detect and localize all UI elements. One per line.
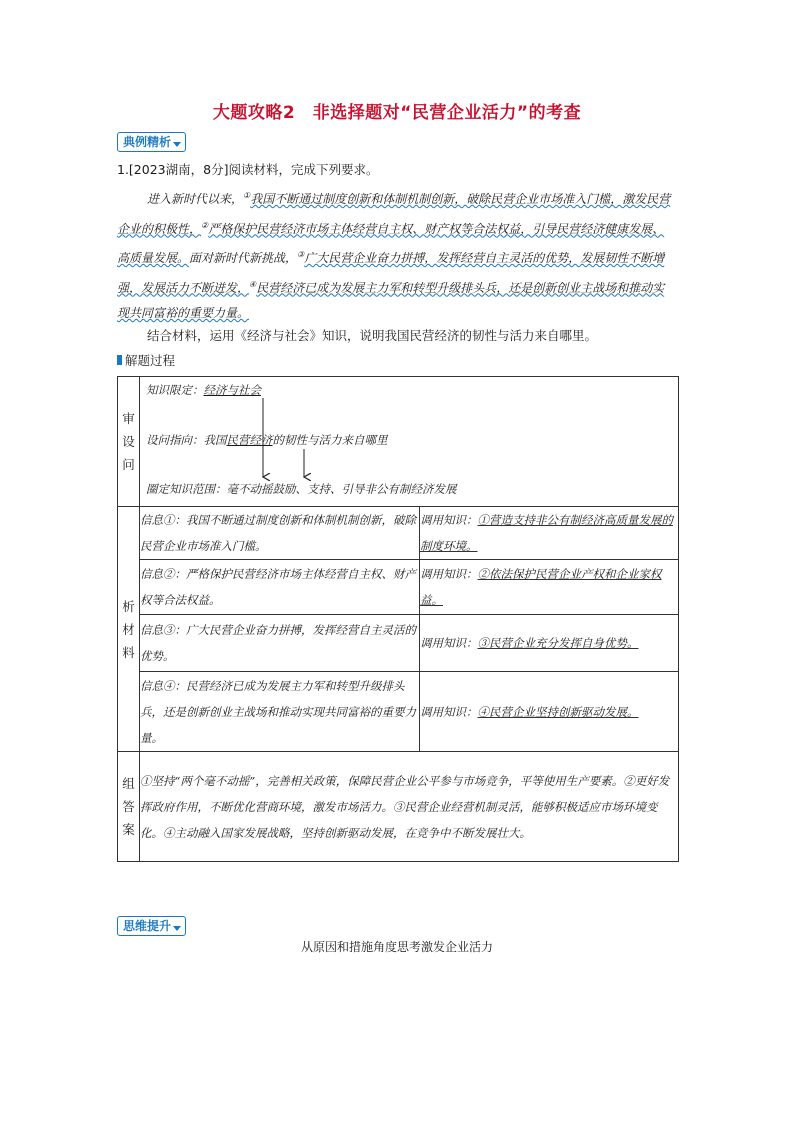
answer-cell: ①坚持“两个毫不动摇”，完善相关政策，保障民营企业公平参与市场竞争，平等使用生产要素。②更好发挥政府作用，不断优化营商环境，激发市场活力。③民营企业经营机制灵活，能够积极适应市场环境变化。④主动融入国家发展战略，坚持创新驱动发展，在竞争中不断发展壮大。 xyxy=(140,752,679,862)
label-char: 析 xyxy=(122,598,135,614)
footnote-marker: ① xyxy=(243,191,251,200)
label-char: 料 xyxy=(122,644,135,660)
shenti-label xyxy=(118,377,140,507)
shenti-cell xyxy=(140,377,679,507)
thinking-badge xyxy=(117,915,186,936)
label-char: 审 xyxy=(122,411,135,426)
table-row xyxy=(118,377,679,507)
example-badge xyxy=(117,131,186,152)
knowledge-answer: ④民营企业坚持创新驱动发展。 xyxy=(477,704,639,719)
material-segment: 严格保护民营经济市场主体经营自主权、财产权等合法权益，引导民营经济健康发展、高质量发展。 xyxy=(117,221,665,265)
knowledge-cell: 调用知识：③民营企业充分发挥自身优势。 xyxy=(420,615,679,672)
label-char: 答 xyxy=(122,799,135,814)
knowledge-scope: 圈定知识范围：毫不动摇鼓励、支持、引导非公有制经济发展 xyxy=(146,481,457,496)
material-segment: 我国不断通过制度创新和体制机制创新，破除民营企业市场准入门槛，激发民营企业的积极性， xyxy=(117,192,671,236)
info-cell: 信息②：严格保护民营经济市场主体经营自主权、财产权等合法权益。 xyxy=(140,560,420,615)
label-char: 组 xyxy=(122,776,135,791)
knowledge-answer: ②依法保护民营企业产权和企业家权益。 xyxy=(420,567,662,607)
info-cell: 信息①：我国不断通过制度创新和体制机制创新，破除民营企业市场准入门槛。 xyxy=(140,507,420,560)
footnote-marker: ③ xyxy=(297,250,305,259)
thinking-badge-label: 思维提升 xyxy=(123,919,172,933)
material-segment: 面对新时代新挑战， xyxy=(189,251,298,265)
knowledge-limit-value: 经济与社会 xyxy=(203,382,261,397)
material-segment: 进入新时代以来， xyxy=(147,192,244,206)
material-segment: 民营经济已成为发展主力军和转型升级排头兵，还是创新创业主战场和推动实现共同富裕的重要力量。 xyxy=(117,280,665,320)
table-row xyxy=(118,752,679,862)
process-heading xyxy=(117,351,175,369)
knowledge-cell: 调用知识：②依法保护民营企业产权和企业家权益。 xyxy=(420,560,679,615)
footnote-marker: ④ xyxy=(249,279,257,289)
label-char: 材 xyxy=(122,621,135,637)
question-direction-value: 民营经济 xyxy=(226,432,273,447)
zu-label xyxy=(118,752,140,862)
xi-label xyxy=(118,507,140,752)
knowledge-answer: ①营造支持非公有制经济高质量发展的制度环境。 xyxy=(420,513,673,553)
label-char: 案 xyxy=(122,822,135,837)
knowledge-cell: 调用知识：①营造支持非公有制经济高质量发展的制度环境。 xyxy=(420,507,679,560)
analysis-table xyxy=(117,376,679,862)
info-cell: 信息③：广大民营企业奋力拼搏，发挥经营自主灵活的优势。 xyxy=(140,615,420,672)
info-cell: 信息④：民营经济已成为发展主力军和转型升级排头兵，还是创新创业主战场和推动实现共同富裕的重要力量。 xyxy=(140,672,420,752)
knowledge-limit: 知识限定：经济与社会 xyxy=(146,382,261,397)
table-row xyxy=(118,507,679,560)
table-row xyxy=(118,615,679,672)
table-row xyxy=(118,672,679,752)
chevron-down-icon xyxy=(173,926,181,931)
question-header: 1.[2023湖南，8分]阅读材料，完成下列要求。 xyxy=(117,162,379,177)
question-requirement: 结合材料，运用《经济与社会》知识，说明我国民营经济的韧性与活力来自哪里。 xyxy=(147,328,598,343)
material-paragraph xyxy=(117,183,675,327)
section-marker-icon xyxy=(117,355,122,365)
page-title: 大题攻略2 非选择题对“民营企业活力”的考查 xyxy=(212,103,582,123)
footer-text: 从原因和措施角度思考激发企业活力 xyxy=(300,940,493,954)
question-direction: 设问指向：我国民营经济的韧性与活力来自哪里 xyxy=(146,432,388,447)
knowledge-answer: ③民营企业充分发挥自身优势。 xyxy=(477,636,639,650)
table-row xyxy=(118,560,679,615)
label-char: 设 xyxy=(122,434,135,449)
label-char: 问 xyxy=(122,457,135,472)
example-badge-label: 典例精析 xyxy=(123,135,172,149)
process-label: 解题过程 xyxy=(125,353,176,368)
knowledge-cell: 调用知识：④民营企业坚持创新驱动发展。 xyxy=(420,672,679,752)
chevron-down-icon xyxy=(173,142,181,147)
material-segment: 广大民营企业奋力拼搏，发挥经营自主灵活的优势，发展韧性不断增强，发展活力不断迸发， xyxy=(117,251,665,295)
footnote-marker: ② xyxy=(201,220,209,230)
